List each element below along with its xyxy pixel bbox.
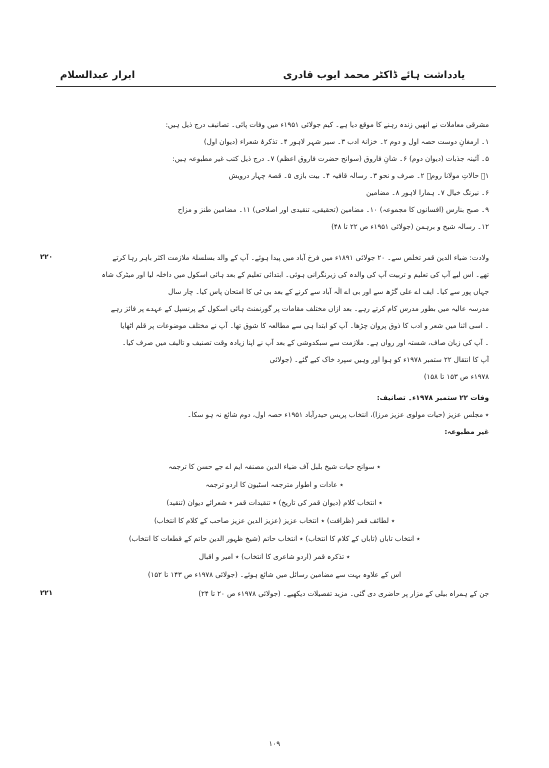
text-line: مشرقی معاملات نے انھیں زندہ رہنے کا موقع دیا ہے۔ کیم جولائی ۱۹۵۱ء میں وفات پائی۔ تصانیف درج ذیل ہیں:: [165, 121, 489, 129]
text-line: ۱۹۷۸ء ص ۱۵۳ تا ۱۵۸): [423, 373, 489, 381]
text-line: ۹۔ صبح بنارس (افسانوں کا مجموعہ) ۱۰۔ مضامین (تحقیقی، تنقیدی اور اصلاحی) ۱۱۔ مضامین طنز و مزاح: [177, 206, 489, 214]
centered-line: ٭ انتخاب تاباں (تاباں کے کلام کا انتخاب) ٭ انتخاب حاتم (شیخ ظہور الدین حاتم کے قطعات کا انتخاب): [128, 535, 421, 543]
text-line: جن کے ہمراہ بیلی کے مزار پر حاضری دی گئی۔ مزید تفصیلات دیکھیے۔ (جولائی ۱۹۷۸ء ص ۲۰ تا ۲۴): [198, 590, 489, 598]
entry-number: ۲۲۰: [40, 253, 53, 261]
text-line: ولادت: ضیاء الدین قمر تخلص سے۔ ۲۰ جولائی ۱۸۹۱ء میں فرخ آباد میں پیدا ہوئے۔ آپ کے والد بسلسلۂ ملازمت اکثر باہر رہا کرتے: [112, 254, 489, 262]
text-line: ۱۲۔ رسالہ شیخ و برہمن (جولائی ۱۹۵۱ء ص ۲۲ تا ۴۸): [331, 223, 489, 231]
text-line: ٭ مجلس عزیز (حیات مولوی عزیز مرزا)، انتخاب پریس حیدرآباد ۱۹۵۱ء حصہ اول، دوم شائع نہ ہو سکا۔: [187, 411, 489, 419]
centered-line: ٭ سوانح حیات شیخ بلبل آف ضیاء الدین مصنفہ ایم اے جے حسن کا ترجمہ: [168, 463, 381, 471]
text-line: جہاں پور سے کیا۔ ایف اے علی گڑھ سے اور بی اے الٰہ آباد سے کرنے کے بعد بی ٹی کا امتحان پاس کیا۔ چار سال: [168, 288, 489, 296]
text-line: ۵۔ آئینہ جذبات (دیوان دوم) ۶۔ شانِ فاروق (سوانح حضرت فاروق اعظم) ۷۔ درج ذیل کتب غیر مطبوعہ ہیں:: [172, 155, 489, 163]
page-number: ۱۰۹: [268, 740, 281, 748]
text-line: ۱۔ ارمغانِ دوست حصہ اول و دوم ۲۔ خزانۂ ادب ۳۔ سیر شہر لاہور ۴۔ تذکرۂ شعراء (دیوان اول): [203, 138, 489, 146]
text-line: غیر مطبوعہ:: [444, 428, 489, 436]
centered-line: ٭ عادات و اطوار مترجمہ اسٹیون کا اردو ترجمہ: [205, 481, 344, 489]
text-line: ۶۔ نیرنگ خیال ۷۔ ہمارا لاہور ۸۔ مضامین: [366, 189, 489, 197]
text-line: مدرسہ عالیہ میں بطور مدرس کام کرتے رہے۔ بعد ازاں مختلف مقامات پر گورنمنٹ ہائی اسکول کے پرنسپل کے عہدے پر فائز رہے: [110, 305, 489, 313]
text-line: وفات ۲۲ ستمبر ۱۹۷۸ء۔ تصانیف:: [376, 394, 489, 402]
text-line: ۱۔ حالاتِ مولانا رومؒ ۲۔ صرف و نحو ۳۔ رسالہ قافیہ ۴۔ بیت بازی ۵۔ قصۂ چہار درویش: [228, 172, 489, 180]
text-line: آپ کا انتقال ۲۲ ستمبر ۱۹۷۸ء کو ہوا اور وہیں سپرد خاک کیے گئے۔ (جولائی: [269, 356, 489, 364]
running-title: یادداشت ہائے ڈاکٹر محمد ایوب قادری: [283, 70, 465, 81]
text-line: ۔ آپ کی زبان صاف، شستہ اور رواں ہے۔ ملازمت سے سبکدوشی کے بعد آپ نے اپنا زیادہ وقت تصنیف و تالیف میں صرف کیا۔: [122, 339, 489, 347]
centered-line: ٭ لطائف قمر (ظرافت) ٭ انتخاب عزیز (عزیز الدین عزیز صاحب کے کلام کا انتخاب): [154, 517, 395, 525]
header-rule: [56, 86, 496, 87]
entry-number: ۲۲۱: [40, 589, 53, 597]
text-line: ۔ اسی اثنا میں شعر و ادب کا ذوق پروان چڑھا۔ آپ کو ابتدا ہی سے مطالعہ کا شوق تھا۔ آپ نے مختلف موضوعات پر قلم اٹھایا: [120, 322, 489, 330]
centered-line: ٭ تذکرہ قمر (اردو شاعری کا انتخاب) ٭ امیر و اقبال: [198, 553, 351, 561]
centered-line: اس کے علاوہ بہت سے مضامین رسائل میں شائع ہوئے۔ (جولائی ۱۹۷۸ء ص ۱۴۳ تا ۱۵۲): [147, 571, 402, 579]
text-line: تھے۔ اس لیے آپ کی تعلیم و تربیت آپ کی والدہ کی زیرنگرانی ہوئی۔ ابتدائی تعلیم کے بعد ہائی اسکول میں داخلہ لیا اور میٹرک شاہ: [101, 271, 489, 279]
running-author: ابرار عبدالسلام: [60, 70, 136, 81]
centered-line: ٭ انتخاب کلام (دیوان قمر کی تاریخ) ٭ تنقیدات قمر ٭ شعرائے دیوان (تنقید): [166, 499, 383, 507]
